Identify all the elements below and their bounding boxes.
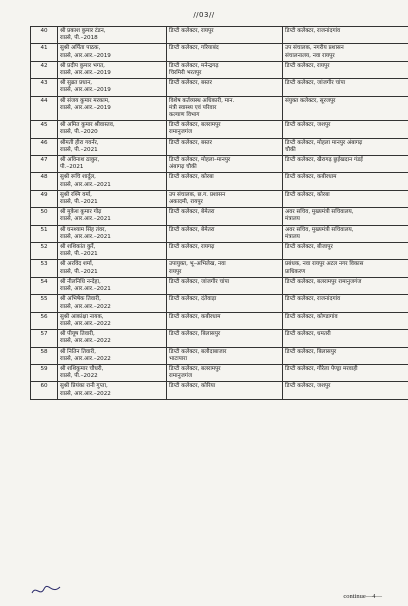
- officer-name: सुश्री प्रियंका रानी गुप्ता, राप्रसे, आर.आर.–2022: [58, 382, 167, 399]
- table-row: [31, 79, 408, 96]
- row-number: 60: [31, 382, 58, 399]
- current-posting: विशेष कर्तव्यस्थ अधिकारी, मान. मंत्री स्वास्थ्य एवं परिवार कल्याण विभाग: [167, 96, 283, 121]
- new-posting: डिप्टी कलेक्टर, जशपुर: [283, 382, 408, 399]
- row-number: 50: [31, 208, 58, 225]
- officer-name: श्री अरविंद शर्मा, राप्रसे, पी.–2021: [58, 260, 167, 277]
- new-posting: डिप्टी कलेक्टर, जांजगीर चांपा: [283, 79, 408, 96]
- current-posting: डिप्टी कलेक्टर, मनेन्द्रगढ़ चिरमिरी भरतपुर: [167, 61, 283, 78]
- officer-name: श्री संजय कुमार मरकाम, राप्रसे, आर.आर.–2019: [58, 96, 167, 121]
- page-marker: //03//: [193, 11, 215, 19]
- row-number: 48: [31, 173, 58, 190]
- table-row: [31, 347, 408, 364]
- officer-name: सुश्री अर्पिता पाठक, राप्रसे, आर.आर.–2019: [58, 44, 167, 61]
- current-posting: डिप्टी कलेक्टर, मोहला–मानपुर अंबागढ़ चौकी: [167, 156, 283, 173]
- new-posting: संयुक्त कलेक्टर, सूरजपुर: [283, 96, 408, 121]
- transfer-table: [30, 26, 408, 400]
- signature-mark: [30, 583, 62, 599]
- current-posting: डिप्टी कलेक्टर, रायगढ़: [167, 243, 283, 260]
- officer-name: श्री सुब्रत प्रधान, राप्रसे, आर.आर.–2019: [58, 79, 167, 96]
- current-posting: डिप्टी कलेक्टर, जांजगीर चांपा: [167, 277, 283, 294]
- row-number: 57: [31, 330, 58, 347]
- current-posting: डिप्टी कलेक्टर, बस्तर: [167, 138, 283, 155]
- new-posting: अवर सचिव, मुख्यमंत्री सचिवालय, मंत्रालय: [283, 225, 408, 242]
- row-number: 55: [31, 295, 58, 312]
- current-posting: डिप्टी कलेक्टर, बिलासपुर: [167, 330, 283, 347]
- row-number: 42: [31, 61, 58, 78]
- current-posting: डिप्टी कलेक्टर, कबीरधाम: [167, 312, 283, 329]
- current-posting: डिप्टी कलेक्टर, कोरिया: [167, 382, 283, 399]
- table-row: [31, 330, 408, 347]
- officer-name: सुश्री रश्मि वर्मा, राप्रसे, पी.–2021: [58, 190, 167, 207]
- row-number: 46: [31, 138, 58, 155]
- new-posting: डिप्टी कलेक्टर, बिलासपुर: [283, 347, 408, 364]
- new-posting: अवर सचिव, मुख्यमंत्री सचिवालय, मंत्रालय: [283, 208, 408, 225]
- table-row: [31, 208, 408, 225]
- new-posting: डिप्टी कलेक्टर, गौरेला पेण्ड्रा मरवाही: [283, 364, 408, 381]
- current-posting: उप संचालक, छ.ग. प्रशासन अकादमी, रायपुर: [167, 190, 283, 207]
- new-posting: डिप्टी कलेक्टर, कोण्डागांव: [283, 312, 408, 329]
- table-row: [31, 173, 408, 190]
- officer-name: श्री अभिषेक तिवारी, राप्रसे, आर.आर.–2022: [58, 295, 167, 312]
- new-posting: उप संचालक, नगरीय प्रशासन संचालनालय, नवा रायपुर: [283, 44, 408, 61]
- row-number: 53: [31, 260, 58, 277]
- row-number: 40: [31, 27, 58, 44]
- officer-name: श्री मुकेश कुमार गोढ़ राप्रसे, आर.आर.–2021: [58, 208, 167, 225]
- new-posting: डिप्टी कलेक्टर, खैरागढ़ छुईखदान गंडई: [283, 156, 408, 173]
- current-posting: डिप्टी कलेक्टर, बलरामपुर रामानुजगंज: [167, 364, 283, 381]
- officer-name: श्री पीयूष तिवारी, राप्रसे, आर.आर.–2022: [58, 330, 167, 347]
- new-posting: डिप्टी कलेक्टर, राजनांदगांव: [283, 27, 408, 44]
- officer-name: श्री शशिकुमार चौधरी, राप्रसे, पी.–2022: [58, 364, 167, 381]
- table-row: [31, 190, 408, 207]
- table-row: [31, 44, 408, 61]
- row-number: 56: [31, 312, 58, 329]
- new-posting: डिप्टी कलेक्टर, धमतरी: [283, 330, 408, 347]
- new-posting: प्रबंधक, नवा रायपुर अटल नगर विकास प्राधिकरण: [283, 260, 408, 277]
- officer-name: श्री शशिकांत कुर्रे, राप्रसे, पी.–2021: [58, 243, 167, 260]
- row-number: 54: [31, 277, 58, 294]
- current-posting: डिप्टी कलेक्टर, बेमेतरा: [167, 225, 283, 242]
- current-posting: डिप्टी कलेक्टर, गरियाबंद: [167, 44, 283, 61]
- table-row: [31, 96, 408, 121]
- row-number: 45: [31, 121, 58, 138]
- new-posting: डिप्टी कलेक्टर, जशपुर: [283, 121, 408, 138]
- table-row: [31, 225, 408, 242]
- table-row: [31, 243, 408, 260]
- current-posting: उपायुक्त, भू–अभिलेख, नवा रायपुर: [167, 260, 283, 277]
- current-posting: डिप्टी कलेक्टर, बलौदाबाजार भाटापारा: [167, 347, 283, 364]
- officer-name: श्री नितिन तिवारी, राप्रसे, आर.आर.–2022: [58, 347, 167, 364]
- new-posting: डिप्टी कलेक्टर, बलरामपुर रामानुजगंज: [283, 277, 408, 294]
- current-posting: डिप्टी कलेक्टर, बलरामपुर रामानुजगंज: [167, 121, 283, 138]
- table-row: [31, 295, 408, 312]
- new-posting: डिप्टी कलेक्टर, कोरबा: [283, 190, 408, 207]
- officer-name: श्री अमित कुमार श्रीवास्तव, राप्रसे, पी.–2020: [58, 121, 167, 138]
- officer-name: सुश्री रूचि शार्दुल, राप्रसे, आर.आर.–2021: [58, 173, 167, 190]
- current-posting: डिप्टी कलेक्टर, कोरबा: [167, 173, 283, 190]
- table-row: [31, 61, 408, 78]
- row-number: 59: [31, 364, 58, 381]
- row-number: 41: [31, 44, 58, 61]
- table-row: [31, 27, 408, 44]
- table-row: [31, 364, 408, 381]
- officer-name: श्री प्रकाश कुमार टंडन, राप्रसे, पी.–2018: [58, 27, 167, 44]
- table-row: [31, 277, 408, 294]
- new-posting: डिप्टी कलेक्टर, मोहला मानपुर अंबागढ़ चौकी: [283, 138, 408, 155]
- row-number: 43: [31, 79, 58, 96]
- new-posting: डिप्टी कलेक्टर, बीजापुर: [283, 243, 408, 260]
- table-row: [31, 138, 408, 155]
- row-number: 58: [31, 347, 58, 364]
- table-row: [31, 121, 408, 138]
- table-row: [31, 260, 408, 277]
- officer-name: श्री घनश्याम सिंह तंवर, राप्रसे, आर.आर.–2021: [58, 225, 167, 242]
- row-number: 52: [31, 243, 58, 260]
- row-number: 51: [31, 225, 58, 242]
- continue-note: continue—4—: [343, 593, 382, 600]
- row-number: 44: [31, 96, 58, 121]
- current-posting: डिप्टी कलेक्टर, रायपुर: [167, 27, 283, 44]
- row-number: 49: [31, 190, 58, 207]
- current-posting: डिप्टी कलेक्टर, बस्तर: [167, 79, 283, 96]
- table-row: [31, 312, 408, 329]
- new-posting: डिप्टी कलेक्टर, रायपुर: [283, 61, 408, 78]
- table-row: [31, 382, 408, 399]
- officer-name: सुश्री आकांक्षा नायक, राप्रसे, आर.आर.–2022: [58, 312, 167, 329]
- new-posting: डिप्टी कलेक्टर, राजनांदगांव: [283, 295, 408, 312]
- table-row: [31, 156, 408, 173]
- officer-name: श्री नीलनिधि नन्देहा, राप्रसे, आर.आर.–2021: [58, 277, 167, 294]
- row-number: 47: [31, 156, 58, 173]
- current-posting: डिप्टी कलेक्टर, दंतेवाड़ा: [167, 295, 283, 312]
- officer-name: श्रीमती हीरा गवर्नर, राप्रसे, पी.–2021: [58, 138, 167, 155]
- officer-name: श्री प्रदीप कुमार भगत, राप्रसे, आर.आर.–2019: [58, 61, 167, 78]
- officer-name: श्री अविनाश ठाकुर, पी.–2021: [58, 156, 167, 173]
- current-posting: डिप्टी कलेक्टर, बेमेतरा: [167, 208, 283, 225]
- new-posting: डिप्टी कलेक्टर, कबीरधाम: [283, 173, 408, 190]
- transfer-table-body: [31, 27, 408, 400]
